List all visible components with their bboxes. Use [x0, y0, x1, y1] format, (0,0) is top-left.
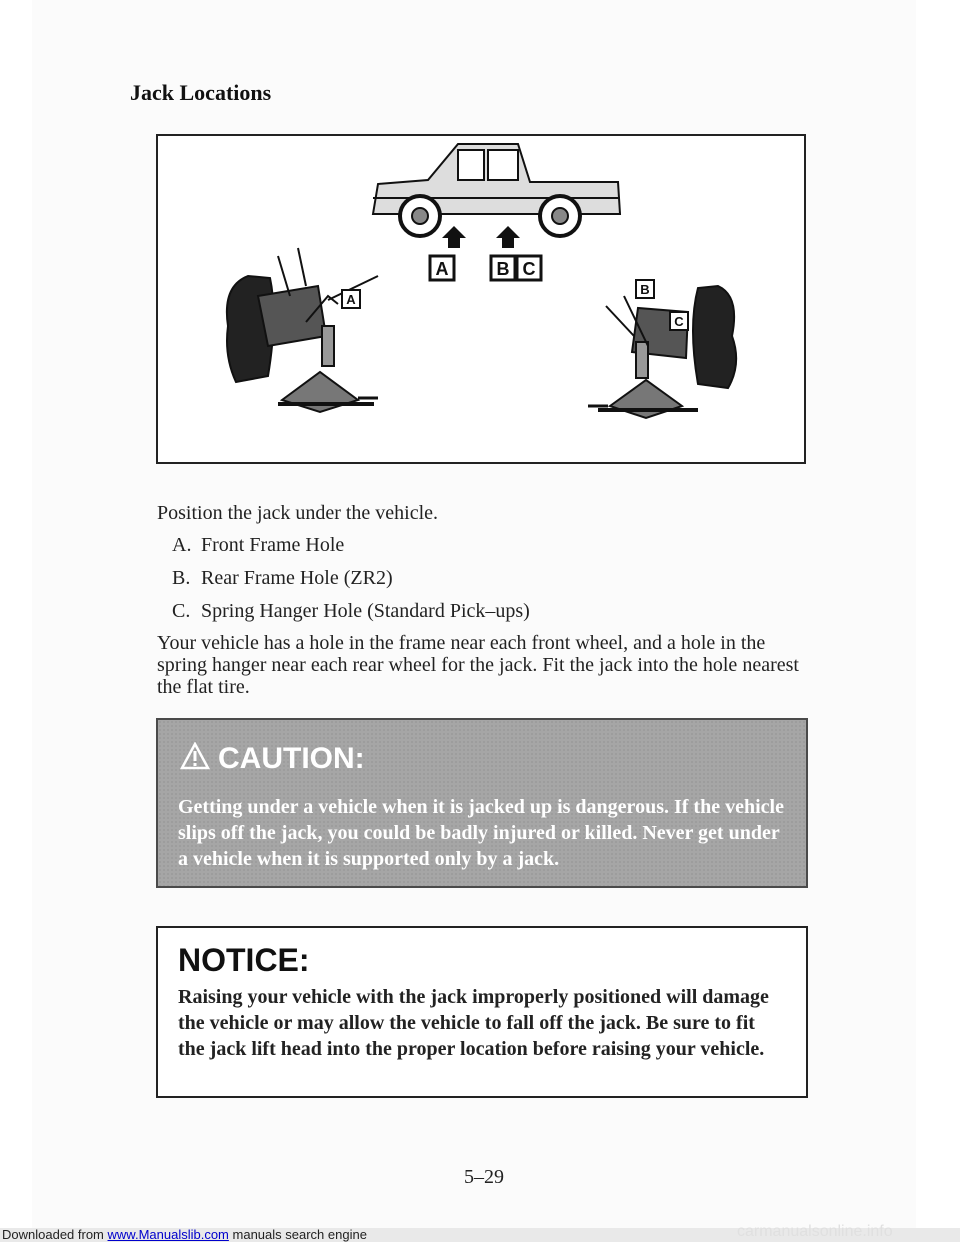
- download-footer: [2, 1227, 367, 1242]
- truck-icon: [373, 144, 620, 236]
- list-item-text: Spring Hanger Hole (Standard Pick–ups): [201, 600, 530, 622]
- caution-box: [156, 718, 808, 888]
- arrow-up-icon: [442, 226, 466, 248]
- arrow-up-icon: [496, 226, 520, 248]
- footer-suffix: manuals search engine: [232, 1227, 367, 1242]
- svg-text:C: C: [522, 259, 536, 279]
- svg-text:A: A: [346, 292, 356, 307]
- section-heading: Jack Locations: [130, 80, 272, 105]
- caution-title: CAUTION:: [218, 742, 365, 775]
- manualslib-link[interactable]: www.Manualslib.com: [107, 1227, 229, 1242]
- footer-prefix: Downloaded from: [2, 1227, 104, 1242]
- svg-text:A: A: [435, 259, 449, 279]
- caution-text: Getting under a vehicle when it is jacked up is dangerous. If the vehicle slips off the jack, you could be badly injured or killed. Never get under a vehicle when it is supported only by a jack.: [178, 796, 784, 870]
- jack-locations-figure: [156, 134, 806, 464]
- svg-text:C: C: [674, 314, 684, 329]
- label-a-box: [430, 256, 454, 280]
- list-item: [172, 567, 393, 590]
- list-item-text: Rear Frame Hole (ZR2): [201, 567, 393, 589]
- label-a-small-box: [342, 290, 360, 308]
- page-number: 5–29: [464, 1166, 504, 1188]
- notice-title: NOTICE:: [178, 942, 310, 978]
- front-jack-scene: [227, 248, 378, 412]
- rear-jack-scene: [588, 286, 736, 418]
- label-c-small-box: [670, 312, 688, 330]
- label-c-box: [517, 256, 541, 280]
- body-paragraph: Your vehicle has a hole in the frame near each front wheel, and a hole in the spring hanger near each rear wheel for the jack. Fit the jack into the hole nearest the flat tire.: [157, 632, 799, 698]
- svg-text:B: B: [640, 282, 650, 297]
- list-item-text: Front Frame Hole: [201, 534, 345, 556]
- list-item-letter: C.: [172, 600, 191, 622]
- list-item: [172, 534, 344, 557]
- svg-text:B: B: [496, 259, 510, 279]
- label-b-box: [491, 256, 515, 280]
- watermark-text: carmanualsonline.info: [737, 1223, 893, 1240]
- intro-text: Position the jack under the vehicle.: [157, 502, 439, 524]
- list-item: [172, 600, 530, 623]
- warning-triangle-icon: [180, 742, 210, 770]
- label-b-small-box: [636, 280, 654, 298]
- list-item-letter: B.: [172, 567, 191, 589]
- list-item-letter: A.: [172, 534, 192, 556]
- notice-text: Raising your vehicle with the jack improperly positioned will damage the vehicle or may allow the vehicle to fall off the jack. Be sure to fit the jack lift head into the proper location before raising your vehicle.: [178, 986, 769, 1060]
- notice-box: [156, 926, 808, 1098]
- jack-illustration: [158, 136, 808, 466]
